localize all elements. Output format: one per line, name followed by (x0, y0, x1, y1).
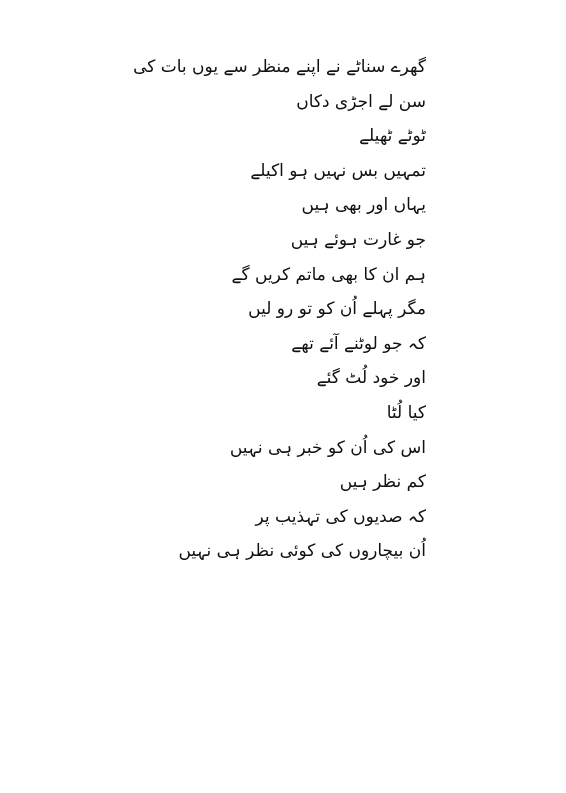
poem (126, 50, 426, 569)
poem-line: کیا لُٹا (386, 402, 426, 423)
poem-line: اور خود لُٹ گئے (316, 368, 426, 389)
poem-line: تمہیں بس نہیں ہو اکیلے (250, 160, 426, 181)
poem-line: کہ صدیوں کی تہذیب پر (255, 506, 426, 527)
poem-line: کہ جو لوٹنے آئے تھے (291, 333, 426, 354)
poem-line: گھرے سناٹے نے اپنے منظر سے یوں بات کی (133, 57, 426, 77)
poem-line: سن لے اجڑی دکاں (296, 91, 426, 112)
poem-line: مگر پہلے اُن کو تو رو لیں (248, 299, 426, 320)
poem-line: کم نظر ہیں (339, 472, 426, 493)
poem-line: یہاں اور بھی ہیں (301, 195, 426, 216)
poem-line: اُن بیچاروں کی کوئی نظر ہی نہیں (178, 541, 426, 562)
poem-line: ٹوٹے ٹھیلے (359, 126, 426, 147)
poem-line: جو غارت ہوئے ہیں (290, 229, 426, 250)
poem-line: اس کی اُن کو خبر ہی نہیں (229, 437, 426, 458)
poem-line: ہم ان کا بھی ماتم کریں گے (231, 264, 426, 285)
